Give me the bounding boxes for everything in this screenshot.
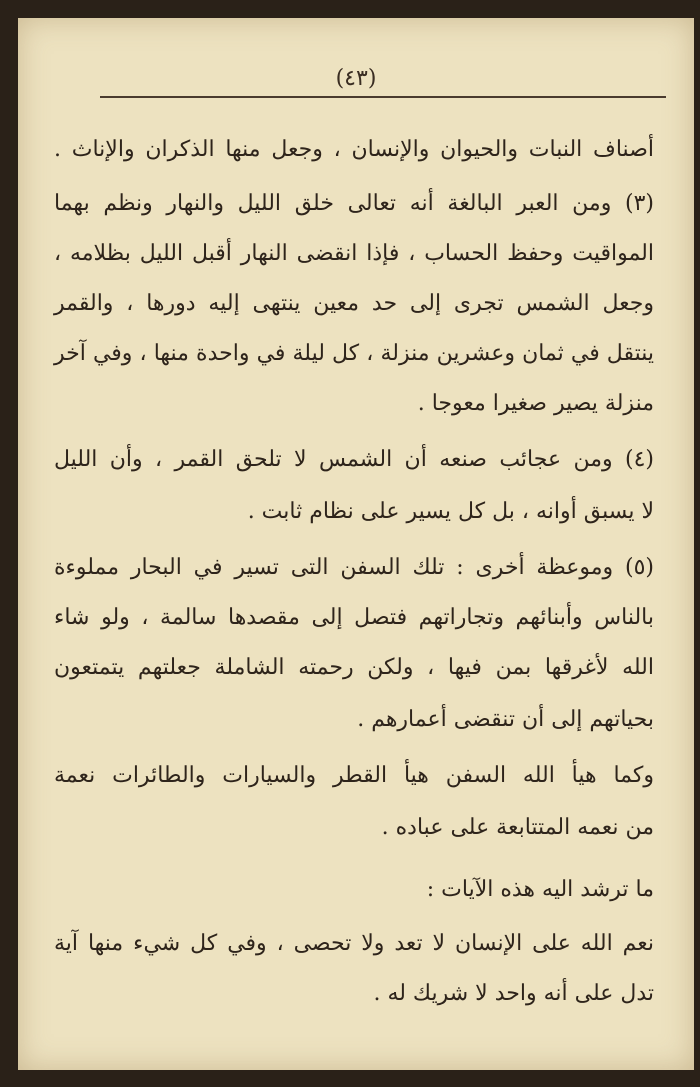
text-line: نعم الله على الإنسان لا تعد ولا تحصى ، وفي كل شيء منها آية — [54, 931, 654, 956]
text-line: المواقيت وحفظ الحساب ، فإذا انقضى النهار أقبل الليل بظلامه ، — [54, 241, 654, 266]
text-line: بحياتهم إلى أن تنقضى أعمارهم . — [357, 707, 654, 732]
header-rule — [100, 96, 666, 98]
text-line: وكما هيأ الله السفن هيأ القطر والسيارات والطائرات نعمة — [54, 763, 654, 788]
text-line: لا يسبق أوانه ، بل كل يسير على نظام ثابت . — [247, 499, 654, 524]
section-heading: ما ترشد اليه هذه الآيات : — [426, 877, 654, 902]
text-line: وجعل الشمس تجرى إلى حد معين ينتهى إليه دورها ، والقمر — [54, 291, 654, 316]
text-line: تدل على أنه واحد لا شريك له . — [373, 981, 654, 1006]
text-line: ينتقل في ثمان وعشرين منزلة ، كل ليلة في واحدة منها ، وفي آخر — [54, 341, 654, 366]
text-line: الله لأغرقها بمن فيها ، ولكن رحمته الشاملة جعلتهم يتمتعون — [54, 655, 654, 680]
text-line: (٥) وموعظة أخرى : تلك السفن التى تسير في البحار مملوءة — [54, 555, 654, 580]
book-page — [18, 18, 694, 1070]
text-line: (٣) ومن العبر البالغة أنه تعالى خلق الليل والنهار ونظم بهما — [54, 191, 654, 216]
text-line: (٤) ومن عجائب صنعه أن الشمس لا تلحق القمر ، وأن الليل — [54, 447, 654, 472]
text-line: منزلة يصير صغيرا معوجا . — [417, 391, 654, 416]
text-line: بالناس وأبنائهم وتجاراتهم فتصل إلى مقصدها سالمة ، ولو شاء — [54, 605, 654, 630]
text-line: أصناف النبات والحيوان والإنسان ، وجعل منها الذكران والإناث . — [54, 137, 654, 162]
page-number: (٤٣) — [335, 66, 377, 91]
text-line: من نعمه المتتابعة على عباده . — [381, 815, 654, 840]
